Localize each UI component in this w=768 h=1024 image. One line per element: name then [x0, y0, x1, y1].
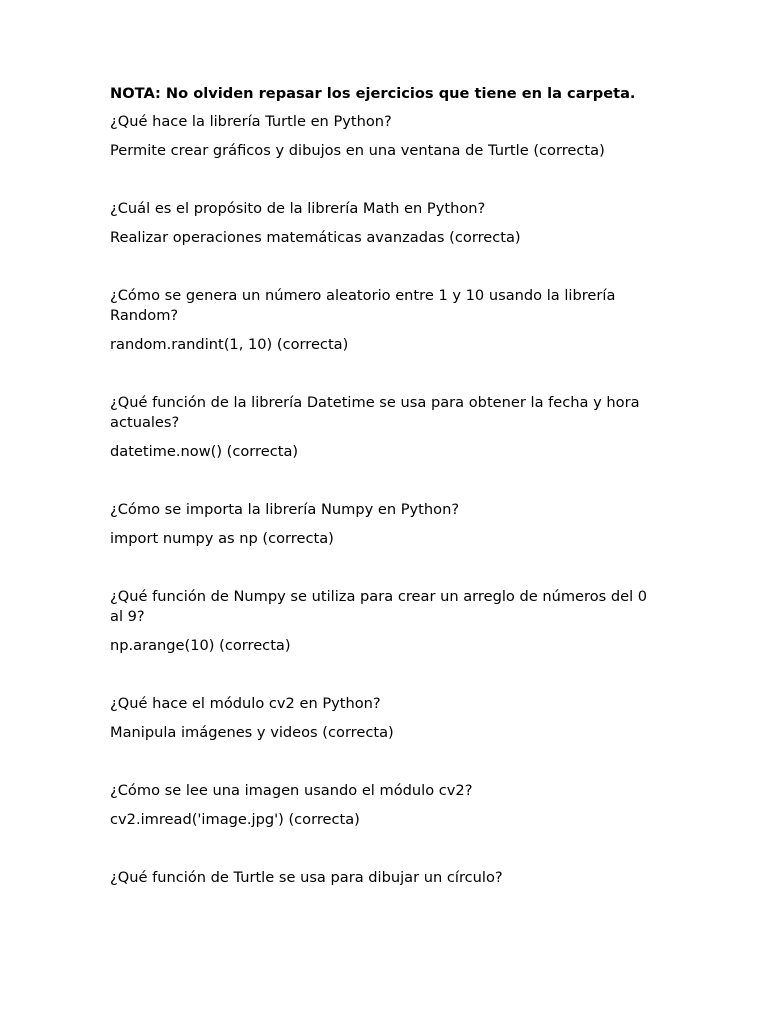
answer-text: cv2.imread('image.jpg') (correcta)	[110, 811, 360, 828]
question-text: ¿Cuál es el propósito de la librería Math en Python?	[110, 200, 486, 217]
qa-item	[110, 781, 658, 830]
answer-text: Manipula imágenes y videos (correcta)	[110, 724, 394, 741]
qa-item	[110, 199, 658, 248]
answer-text: import numpy as np (correcta)	[110, 530, 334, 547]
answer-text: Permite crear gráficos y dibujos en una ventana de Turtle (correcta)	[110, 142, 605, 159]
answer-text: datetime.now() (correcta)	[110, 443, 299, 460]
qa-item	[110, 286, 658, 355]
answer-text: random.randint(1, 10) (correcta)	[110, 336, 349, 353]
question-text: ¿Cómo se lee una imagen usando el módulo cv2?	[110, 782, 473, 799]
qa-item	[110, 500, 658, 549]
note-heading: NOTA: No olviden repasar los ejercicios que tiene en la carpeta.	[110, 85, 636, 102]
qa-item	[110, 587, 658, 656]
document-body	[110, 84, 658, 926]
qa-item	[110, 112, 658, 161]
answer-text: np.arange(10) (correcta)	[110, 637, 291, 654]
question-text: ¿Qué hace la librería Turtle en Python?	[110, 113, 392, 130]
question-text: ¿Cómo se genera un número aleatorio entre 1 y 10 usando la librería Random?	[110, 287, 616, 324]
question-text: ¿Qué función de Numpy se utiliza para crear un arreglo de números del 0 al 9?	[110, 588, 648, 625]
question-text: ¿Qué función de Turtle se usa para dibujar un círculo?	[110, 869, 503, 886]
question-text: ¿Qué función de la librería Datetime se usa para obtener la fecha y hora actuales?	[110, 394, 640, 431]
answer-text: Realizar operaciones matemáticas avanzadas (correcta)	[110, 229, 521, 246]
qa-item	[110, 694, 658, 743]
question-text: ¿Qué hace el módulo cv2 en Python?	[110, 695, 381, 712]
qa-item	[110, 868, 658, 888]
question-text: ¿Cómo se importa la librería Numpy en Python?	[110, 501, 460, 518]
qa-item	[110, 393, 658, 462]
